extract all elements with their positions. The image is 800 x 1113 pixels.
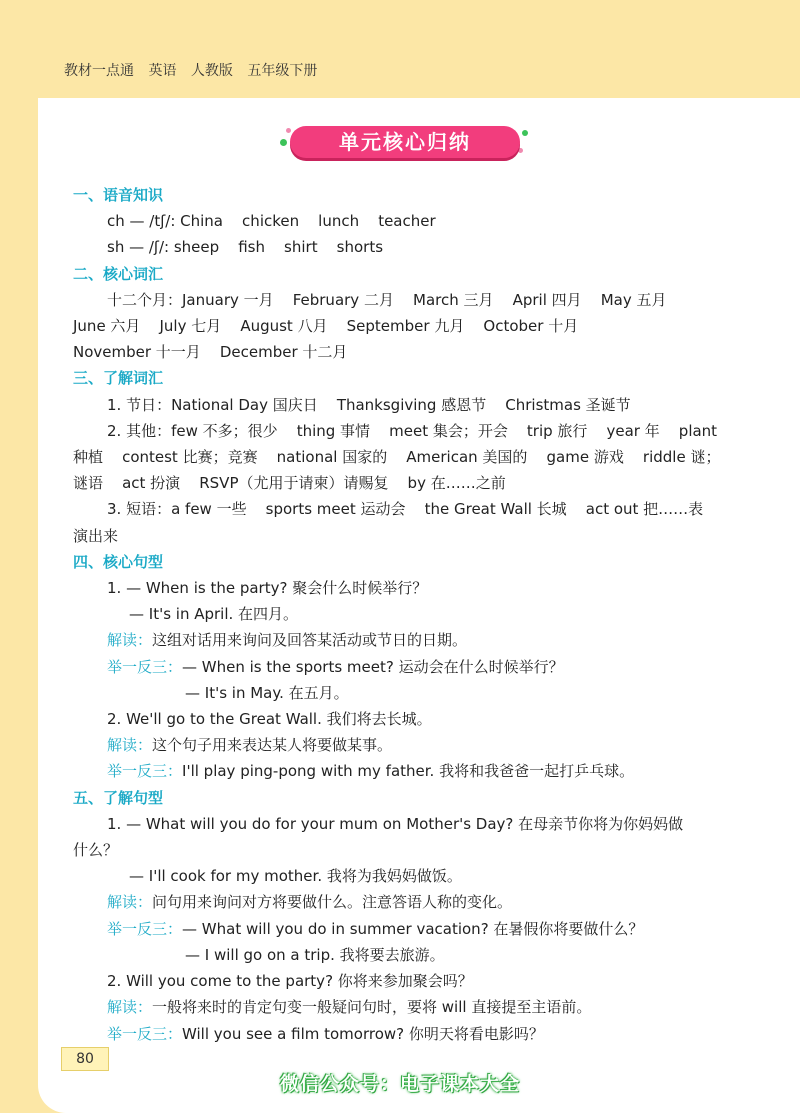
note-text: 这组对话用来询问及回答某活动或节日的日期。 [152,631,468,650]
note-line [73,627,733,653]
sentence-question: 1. — What will you do for your mum on Mother's Day? 在母亲节你将为你妈妈做 [107,814,684,833]
note-label: 解读： [107,736,153,755]
note-text: 这个句子用来表达某人将要做某事。 [152,736,393,755]
example-text: I'll play ping-pong with my father. 我将和我爸爸一起打乒乓球。 [182,762,635,781]
sentence-answer: — It's in April. 在四月。 [129,605,299,624]
main-content [73,182,733,1047]
text-line: ch — /tʃ/: China chicken lunch teacher [107,212,436,231]
example-label: 举一反三： [107,657,183,676]
section-heading: 二、核心词汇 [73,264,164,283]
text-line: 十二个月：January 一月 February 二月 March 三月 April 四月 May 五月 [107,290,667,309]
example-line [73,916,733,942]
note-line [73,732,733,758]
example-label: 举一反三： [107,762,183,781]
example-answer: — I will go on a trip. 我将要去旅游。 [185,945,445,964]
note-text: 问句用来询问对方将要做什么。注意答语人称的变化。 [152,893,513,912]
note-label: 解读： [107,631,153,650]
text-line: November 十一月 December 十二月 [73,343,348,362]
example-line [73,1021,733,1047]
text-line: 1. 节日：National Day 国庆日 Thanksgiving 感恩节 Christmas 圣诞节 [107,395,631,414]
banner-title: 单元核心归纳 [339,130,471,154]
note-label: 解读： [107,893,153,912]
example-text: — When is the sports meet? 运动会在什么时候举行？ [182,657,564,676]
note-text: 一般将来时的肯定句变一般疑问句时，要将 will 直接提至主语前。 [152,998,592,1017]
header-edition: 人教版 [190,63,233,79]
decor-dot [280,139,287,146]
header-series: 教材一点通 [64,63,134,79]
example-line [73,758,733,784]
sentence-question: 2. Will you come to the party? 你将来参加聚会吗？ [107,972,473,991]
footer-watermark: 微信公众号：电子课本大全 [279,1073,520,1095]
text-line: June 六月 July 七月 August 八月 September 九月 October 十月 [73,317,579,336]
section-heading: 四、核心句型 [73,552,164,571]
section-heading: 五、了解句型 [73,788,164,807]
note-label: 解读： [107,998,153,1017]
section-heading: 一、语音知识 [73,186,164,204]
example-label: 举一反三： [107,919,183,938]
sentence-question: 2. We'll go to the Great Wall. 我们将去长城。 [107,710,432,729]
text-line: 演出来 [73,526,119,545]
example-text: — What will you do in summer vacation? 在暑假你将要做什么？ [182,919,644,938]
text-line: 2. 其他：few 不多；很少 thing 事情 meet 集会；开会 trip 旅行 year 年 plant [107,421,718,440]
sentence-question-cont: 什么？ [73,841,119,860]
note-line [73,889,733,915]
page-number: 80 [61,1047,109,1071]
note-line [73,994,733,1020]
example-label: 举一反三： [107,1024,183,1043]
sentence-question: 1. — When is the party? 聚会什么时候举行？ [107,579,428,598]
header-subject: 英语 [148,63,177,79]
header-grade: 五年级下册 [247,63,318,79]
example-answer: — It's in May. 在五月。 [185,683,349,702]
example-text: Will you see a film tomorrow? 你明天将看电影吗？ [182,1024,544,1043]
example-line [73,654,733,680]
section-heading: 三、了解词汇 [73,369,164,388]
decor-dot [522,130,528,136]
text-line: 种植 contest 比赛；竞赛 national 国家的 American 美国的 game 游戏 riddle 谜； [73,448,721,467]
page-header [64,60,327,80]
sentence-answer: — I'll cook for my mother. 我将为我妈妈做饭。 [129,867,462,886]
section-banner [280,122,530,162]
text-line: 3. 短语：a few 一些 sports meet 运动会 the Great Wall 长城 act out 把……表 [107,500,704,519]
text-line: sh — /ʃ/: sheep fish shirt shorts [107,238,384,257]
text-line: 谜语 act 扮演 RSVP（尤用于请柬）请赐复 by 在……之前 [73,474,506,493]
